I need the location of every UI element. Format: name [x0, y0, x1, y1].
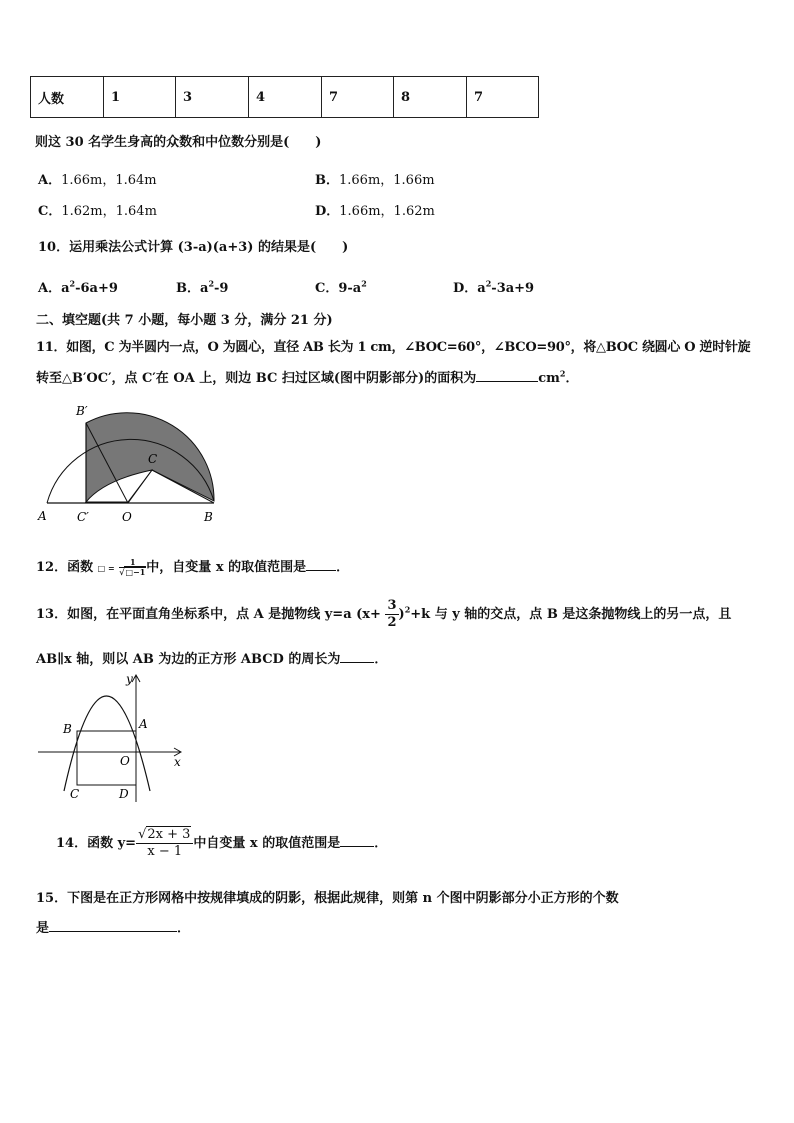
q13-text: +k 与 y 轴的交点，点 B 是这条抛物线上的另一点，且 — [410, 607, 732, 622]
q11-line1: 11．如图，C 为半圆内一点，O 为圆心，直径 AB 长为 1 cm，∠BOC=60°，∠BCO=90°，将△BOC 绕圆心 O 逆时针旋 — [36, 340, 751, 355]
q10-stem: 10．运用乘法公式计算 (3-a)(a+3) 的结果是( ) — [38, 240, 349, 255]
q13-sup: 2 — [404, 604, 411, 615]
height-frequency-table — [30, 76, 539, 118]
table-cell: 3 — [176, 77, 249, 118]
q13-end: ． — [374, 652, 388, 667]
fraction-numerator: 1 — [119, 558, 146, 568]
option-label: D． — [453, 281, 478, 296]
q9-option-a — [38, 169, 157, 188]
option-sup: 2 — [208, 278, 215, 289]
option-label: B． — [176, 281, 200, 296]
q12-lhs: □ = — [97, 563, 115, 573]
q12-fraction — [119, 558, 146, 577]
option-text: a — [477, 281, 486, 296]
q11-semicircle-figure — [34, 398, 224, 528]
option-label: A． — [38, 281, 62, 296]
q11-end: ． — [565, 371, 579, 386]
option-label: C． — [38, 204, 62, 219]
option-text: -9 — [214, 281, 229, 296]
q10-option-d — [453, 277, 534, 296]
label-c: C — [148, 452, 158, 466]
table-header-cell: 人数 — [31, 77, 104, 118]
option-label: B． — [315, 173, 339, 188]
q13-text: 13．如图，在平面直角坐标系中，点 A 是抛物线 y=a (x+ — [36, 607, 381, 622]
option-label: A． — [38, 173, 62, 188]
option-text: -3a+9 — [491, 281, 535, 296]
label-a: A — [38, 509, 47, 523]
answer-blank — [340, 834, 374, 847]
q14-end: ． — [374, 836, 388, 851]
q11-unit: cm — [538, 371, 560, 386]
option-text: 1.66m，1.64m — [61, 173, 157, 188]
sqrt-radicand: □−1 — [125, 567, 146, 577]
label-c: C — [70, 787, 80, 801]
option-label: C． — [315, 281, 339, 296]
q11-line2 — [36, 367, 578, 386]
q11-text: 转至△B′OC′，点 C′在 OA 上，则边 BC 扫过区域(图中阴影部分)的面积为 — [36, 371, 477, 386]
q13-fraction — [385, 598, 398, 631]
label-b: B — [63, 722, 72, 736]
q12-text: 中，自变量 x 的取值范围是 — [146, 560, 307, 575]
q13-parabola-figure — [34, 668, 190, 806]
q14-text: 中自变量 x 的取值范围是 — [193, 836, 341, 851]
q15-line2 — [36, 917, 190, 936]
option-label: D． — [315, 204, 340, 219]
q10-option-c — [315, 277, 367, 296]
q12-line — [36, 556, 349, 577]
table-cell: 1 — [104, 77, 176, 118]
q9-option-b — [315, 169, 435, 188]
q13-text: ) — [398, 607, 405, 622]
q9-stem: 则这 30 名学生身高的众数和中位数分别是( ) — [35, 135, 322, 150]
label-o: O — [122, 510, 132, 524]
q13-line2 — [36, 648, 387, 667]
section-title: 二、填空题(共 7 小题，每小题 3 分，满分 21 分) — [36, 313, 333, 328]
table-row — [31, 77, 539, 118]
q9-option-c — [38, 200, 157, 219]
label-o: O — [120, 754, 130, 768]
label-y: y — [126, 672, 133, 686]
fraction-denominator: 2 — [387, 615, 397, 630]
option-sup: 2 — [69, 278, 76, 289]
label-d: D — [119, 787, 129, 801]
q10-option-b — [176, 277, 228, 296]
q12-text: 12．函数 — [36, 560, 94, 575]
q9-option-d — [315, 200, 435, 219]
answer-blank — [476, 369, 538, 382]
option-sup: 2 — [361, 278, 367, 289]
q11-unit-sup: 2 — [559, 368, 566, 379]
q14-text: 14．函数 y= — [56, 836, 137, 851]
q14-line — [56, 827, 387, 860]
fraction-numerator: √2x + 3 — [136, 827, 193, 844]
label-b: B — [204, 510, 213, 524]
table-cell: 7 — [322, 77, 394, 118]
option-text: a — [61, 281, 70, 296]
option-sup: 2 — [485, 278, 492, 289]
table-cell: 4 — [249, 77, 322, 118]
fraction-numerator: 3 — [387, 598, 397, 613]
option-text: 1.62m，1.64m — [61, 204, 157, 219]
option-text: 1.66m，1.66m — [339, 173, 435, 188]
sqrt-radicand: 2x + 3 — [147, 827, 191, 842]
q10-option-a — [38, 277, 118, 296]
q13-text: AB∥x 轴，则以 AB 为边的正方形 ABCD 的周长为 — [36, 652, 341, 667]
option-text: -6a+9 — [75, 281, 118, 296]
label-x: x — [174, 755, 181, 769]
table-cell: 7 — [467, 77, 539, 118]
q12-end: ． — [336, 560, 350, 575]
option-text: 9-a — [338, 281, 362, 296]
answer-blank — [49, 919, 177, 932]
answer-blank — [340, 650, 374, 663]
q13-line1 — [36, 598, 731, 631]
q15-end: ． — [177, 921, 191, 936]
q15-text: 是 — [36, 921, 50, 936]
label-a: A — [139, 717, 148, 731]
q14-fraction — [136, 827, 193, 860]
option-text: a — [200, 281, 209, 296]
fraction-denominator: x − 1 — [147, 844, 183, 859]
label-c-prime: C′ — [77, 510, 89, 524]
q15-line1: 15．下图是在正方形网格中按规律填成的阴影，根据此规律，则第 n 个图中阴影部分小正方形的个数 — [36, 891, 619, 906]
table-cell: 8 — [394, 77, 467, 118]
label-b-prime: B′ — [76, 404, 88, 418]
answer-blank — [306, 558, 336, 571]
fraction-denominator: √□−1 — [119, 567, 146, 577]
option-text: 1.66m，1.62m — [339, 204, 435, 219]
